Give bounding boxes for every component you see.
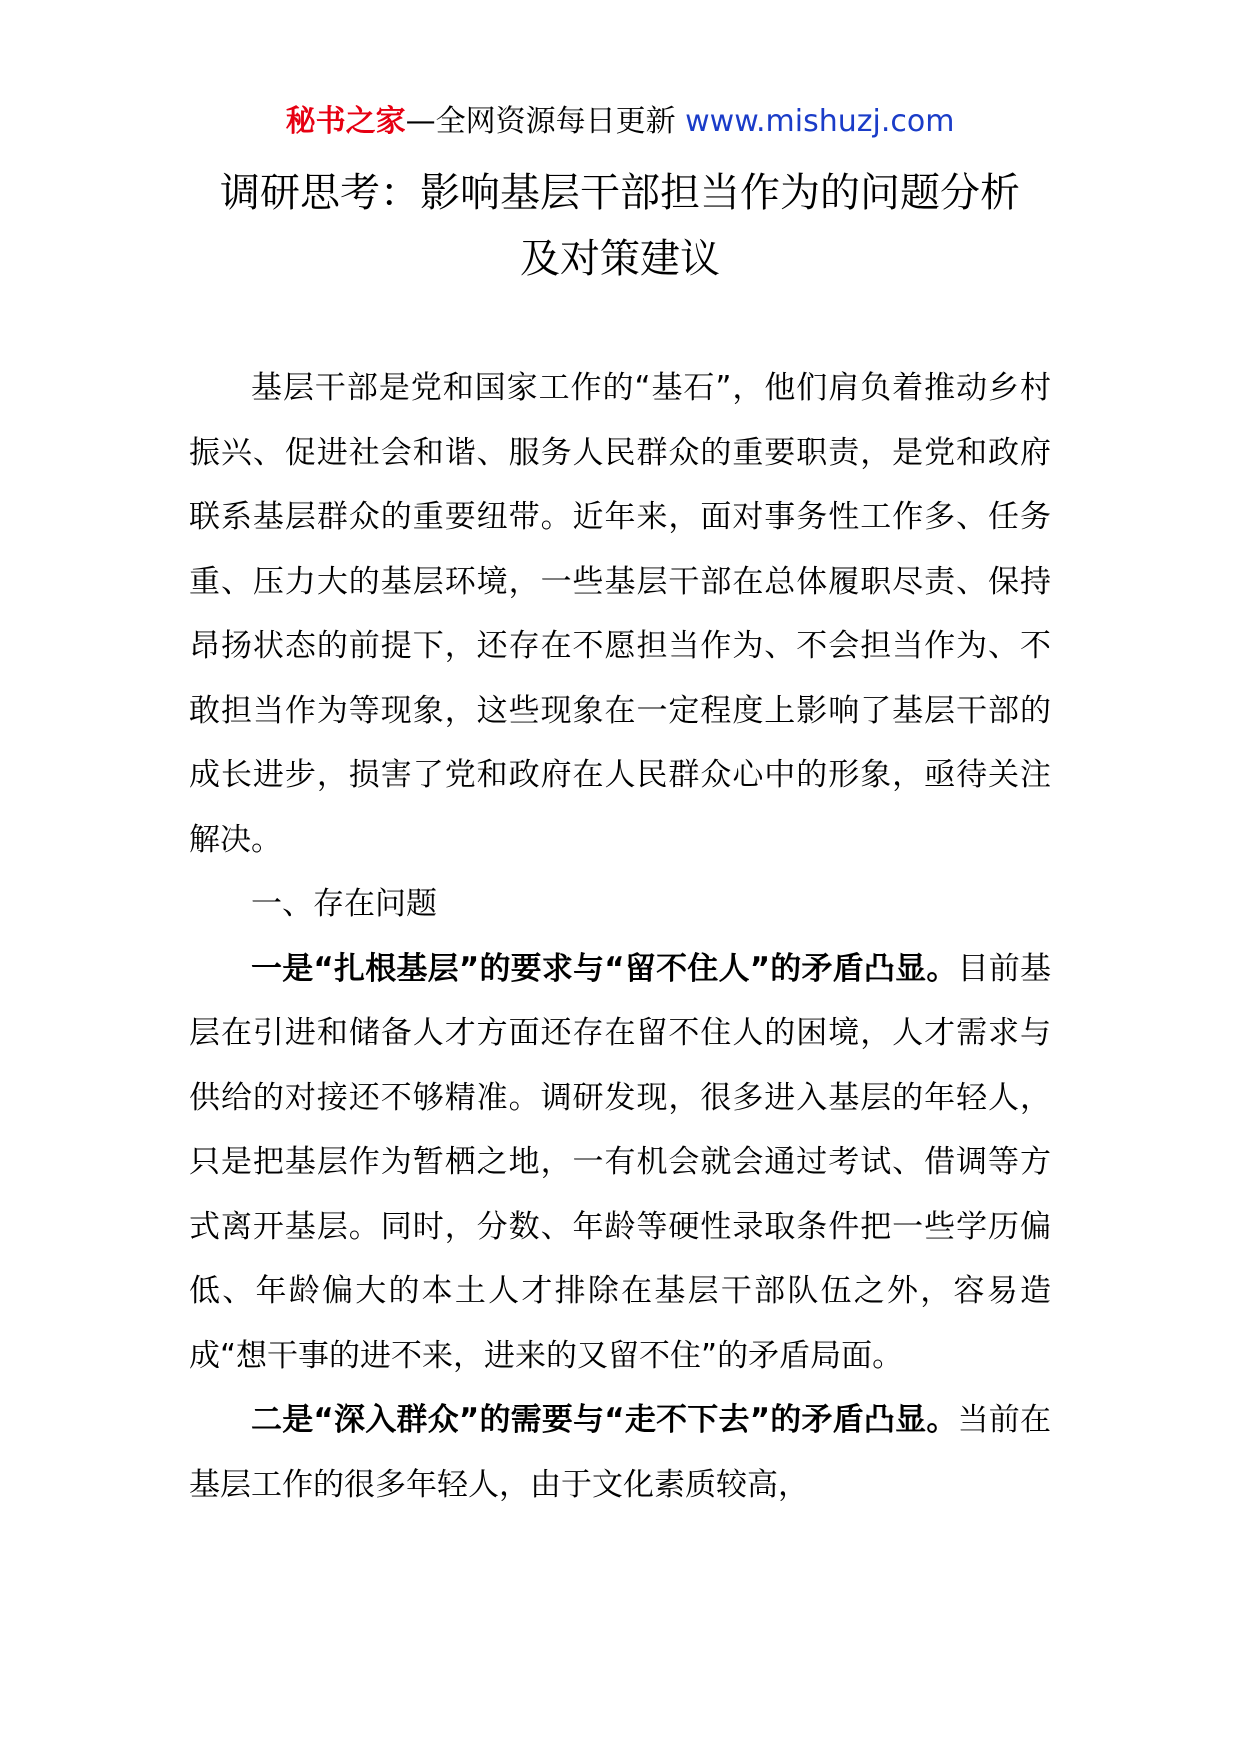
- problem-2-heading: 二是“深入群众”的需要与“走不下去”的矛盾凸显。: [251, 1402, 958, 1438]
- document-body: [189, 356, 1051, 1517]
- header-slogan: —全网资源每日更新: [405, 104, 686, 139]
- problem-1-heading: 一是“扎根基层”的要求与“留不住人”的矛盾凸显。: [251, 950, 958, 987]
- intro-paragraph: 基层干部是党和国家工作的“基石”，他们肩负着推动乡村振兴、促进社会和谐、服务人民群众的重要职责，是党和政府联系基层群众的重要纽带。近年来，面对事务性工作多、任务重、压力大的基层环境，一些基层干部在总体履职尽责、保持昂扬状态的前提下，还存在不愿担当作为、不会担当作为、不敢担当作为等现象，这些现象在一定程度上影响了基层干部的成长进步，损害了党和政府在人民群众心中的形象，亟待关注解决。: [189, 370, 1051, 858]
- problem-2-text: 当前在基层工作的很多年轻人，由于文化素质较高，: [189, 1402, 1052, 1503]
- document-title: [0, 160, 1240, 292]
- problem-1-text: 目前基层在引进和储备人才方面还存在留不住人的困境，人才需求与供给的对接还不够精准。调研发现，很多进入基层的年轻人，只是把基层作为暂栖之地，一有机会就会通过考试、借调等方式离开基层。同时，分数、年龄等硬性录取条件把一些学历偏低、年龄偏大的本土人才排除在基层干部队伍之外，容易造成“想干事的进不来，进来的又留不住”的矛盾局面。: [189, 950, 1052, 1374]
- section-heading: 一、存在问题: [251, 886, 437, 922]
- problem-paragraph-1: [189, 937, 1051, 1389]
- site-url-link[interactable]: www.mishuzj.com: [685, 104, 955, 139]
- brand-name: 秘书之家: [285, 104, 406, 139]
- title-line-1: 调研思考：影响基层干部担当作为的问题分析: [220, 170, 1020, 216]
- site-header: [0, 100, 1240, 144]
- title-line-2: 及对策建议: [520, 236, 720, 282]
- problem-paragraph-2: [189, 1388, 1051, 1517]
